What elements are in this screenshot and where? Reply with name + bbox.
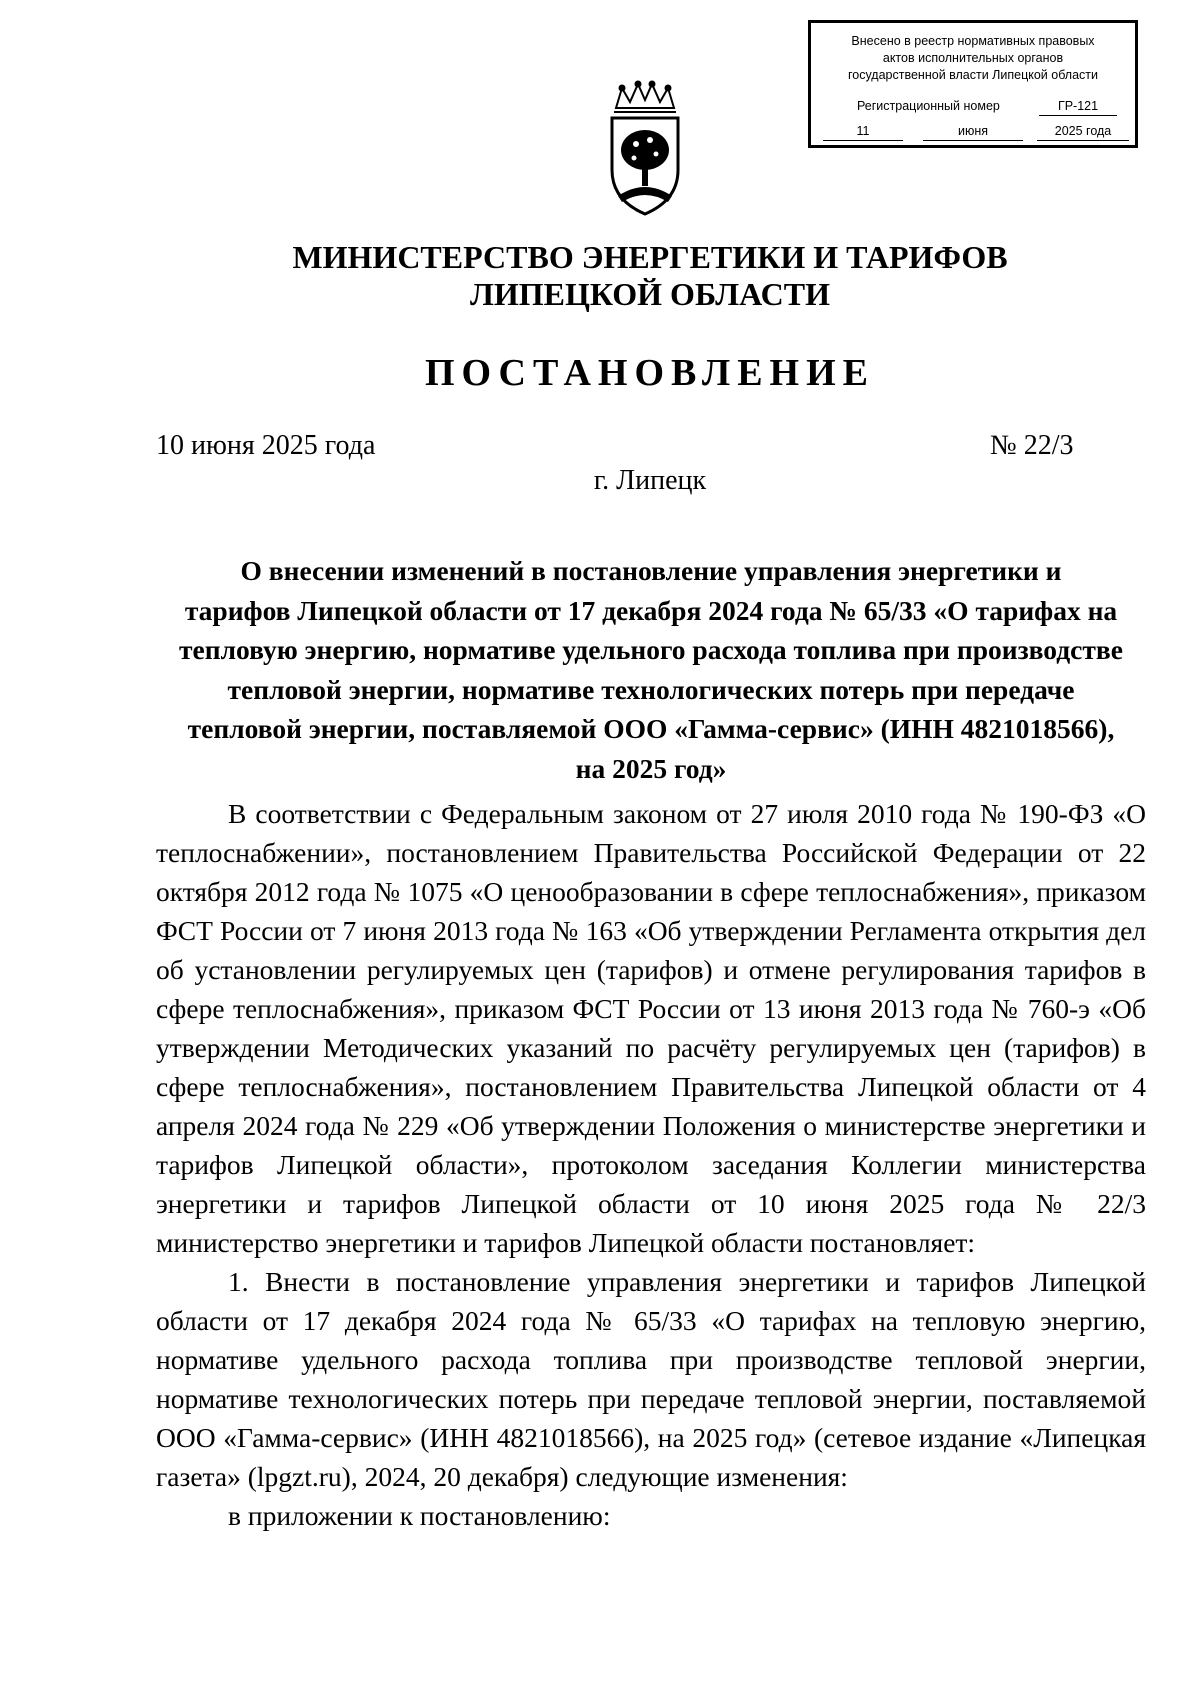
subject-line: на 2025 год»: [575, 752, 727, 784]
registry-stamp: [808, 20, 1138, 148]
document-body: [156, 794, 1146, 1535]
preamble-paragraph: В соответствии с Федеральным законом от 27 июля 2010 года № 190-ФЗ «О теплоснабжении», постановлением Правительства Российской Федерации от 22 октября 2012 года № 1075 «О ценообразовании в сфере теплоснабжения», приказом ФСТ России от 7 июня 2013 года № 163 «Об утверждении Регламента открытия дел об установлении регулируемых цен (тарифов) и отмене регулирования тарифов в сфере теплоснабжения», приказом ФСТ России от 13 июня 2013 года № 760-э «Об утверждении Методических указаний по расчёту регулируемых цен (тарифов) в сфере теплоснабжения», постановлением Правительства Липецкой области от 4 апреля 2024 года № 229 «Об утверждении Положения о министерстве энергетики и тарифов Липецкой области», протоколом заседания Коллегии министерства энергетики и тарифов Липецкой области от 10 июня 2025 года № 22/3 министерство энергетики и тарифов Липецкой области постановляет:: [156, 798, 1146, 1258]
ministry-name-line2: ЛИПЕЦКОЙ ОБЛАСТИ: [470, 276, 830, 312]
subject-line: тепловой энергии, поставляемой ООО «Гамма-сервис» (ИНН 4821018566),: [187, 713, 1115, 744]
stamp-line: Внесено в реестр нормативных правовых: [851, 34, 1095, 48]
document-type: ПОСТАНОВЛЕНИЕ: [424, 352, 876, 394]
document-city: г. Липецк: [593, 465, 707, 496]
subject-line: тепловую энергию, нормативе удельного расхода топлива при производстве: [179, 634, 1123, 665]
ministry-name-line1: МИНИСТЕРСТВО ЭНЕРГЕТИКИ И ТАРИФОВ: [292, 239, 1008, 275]
stamp-date-month: июня: [923, 123, 1023, 141]
item-1-paragraph: 1. Внести в постановление управления энергетики и тарифов Липецкой области от 17 декабря 2024 года № 65/33 «О тарифах на тепловую энергию, нормативе удельного расхода топлива при производстве тепловой энергии, нормативе технологических потерь при передаче тепловой энергии, поставляемой ООО «Гамма-сервис» (ИНН 4821018566), на 2025 год» (сетевое издание «Липецкая газета» (lpgzt.ru), 2024, 20 декабря) следующие изменения:: [156, 1266, 1146, 1492]
stamp-reg-label: Регистрационный номер: [857, 99, 1000, 113]
stamp-date-year: 2025 года: [1037, 123, 1129, 141]
subject-line: О внесении изменений в постановление управления энергетики и: [240, 555, 1062, 586]
appendix-paragraph: в приложении к постановлению:: [228, 1500, 611, 1531]
stamp-date-day: 11: [823, 123, 903, 141]
stamp-reg-number: ГР-121: [1039, 98, 1117, 116]
document-date: 10 июня 2025 года: [156, 430, 376, 461]
subject-line: тарифов Липецкой области от 17 декабря 2024 года № 65/33 «О тарифах на: [184, 594, 1118, 626]
coat-of-arms-icon: [606, 78, 684, 218]
subject-line: тепловой энергии, нормативе технологических потерь при передаче: [227, 673, 1075, 705]
stamp-line: актов исполнительных органов: [882, 51, 1064, 65]
document-subject: [156, 551, 1146, 788]
stamp-line: государственной власти Липецкой области: [847, 68, 1099, 82]
document-number: № 22/3: [990, 430, 1074, 461]
stamp-text: [811, 33, 1135, 84]
